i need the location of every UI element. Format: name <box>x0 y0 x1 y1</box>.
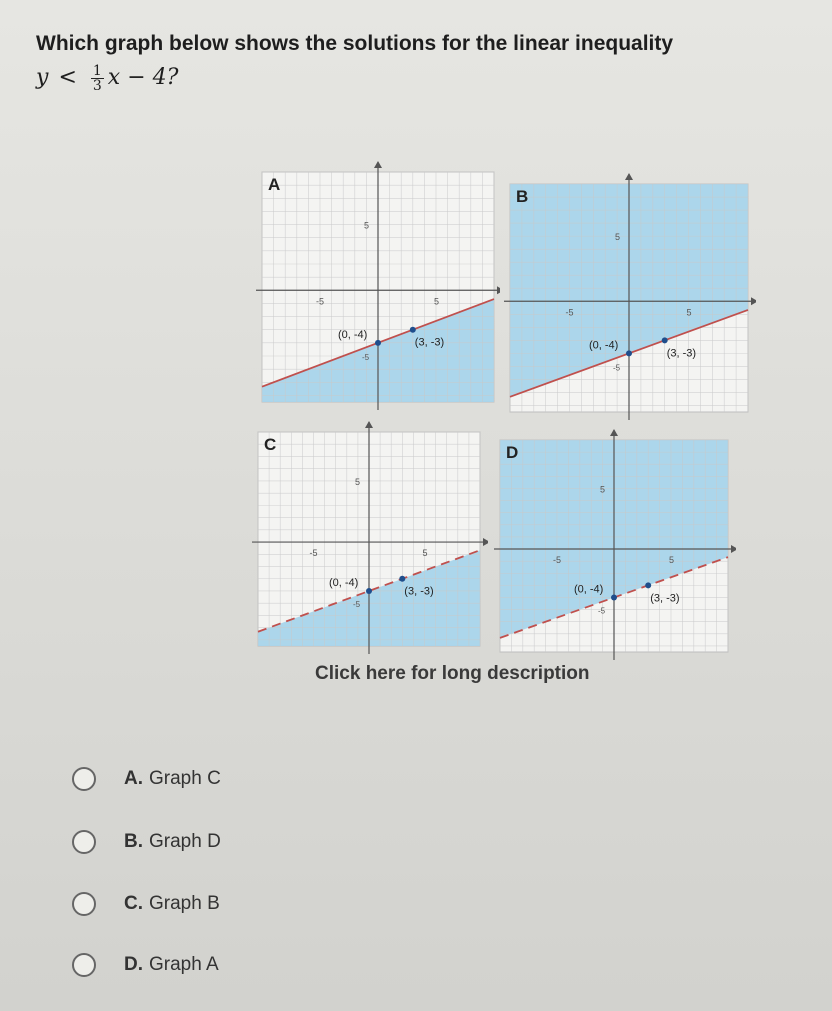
radio-button[interactable] <box>72 830 96 854</box>
choice-letter: C. <box>124 893 143 914</box>
y-axis-arrow <box>625 173 633 180</box>
inequality-rhs: x − 4? <box>107 65 179 90</box>
graph-letter-label: C <box>264 435 277 454</box>
fraction-numerator: 1 <box>92 62 102 79</box>
tick-label-x-neg5: -5 <box>553 555 562 566</box>
point-label-0-neg4: (0, -4) <box>329 576 359 589</box>
inequality-operator: < <box>58 65 77 90</box>
point-3-neg3 <box>410 327 416 333</box>
choice-label: Graph D <box>149 831 221 852</box>
tick-label-y-5: 5 <box>355 476 361 487</box>
inequality-lhs: y <box>36 65 49 90</box>
choice-c[interactable] <box>72 892 220 916</box>
long-description-link[interactable]: Click here for long description <box>315 663 590 684</box>
graph-d-svg <box>490 428 736 660</box>
inequality-expression <box>36 62 826 94</box>
tick-label-y-neg5: -5 <box>353 600 361 610</box>
question-text <box>36 28 826 94</box>
x-axis-arrow <box>731 545 736 553</box>
tick-label-y-neg5: -5 <box>613 363 621 373</box>
tick-label-x-5: 5 <box>422 548 428 559</box>
point-label-3-neg3: (3, -3) <box>404 585 434 598</box>
fraction <box>91 64 104 93</box>
tick-label-y-5: 5 <box>364 220 370 231</box>
y-axis-arrow <box>374 161 382 168</box>
point-3-neg3 <box>399 576 405 582</box>
radio-button[interactable] <box>72 892 96 916</box>
question-prompt: Which graph below shows the solutions for the linear inequality <box>36 32 674 55</box>
fraction-denominator: 3 <box>92 77 102 94</box>
choice-letter: D. <box>124 954 143 975</box>
choice-label: Graph B <box>149 893 220 914</box>
choice-label: Graph A <box>149 954 219 975</box>
point-label-0-neg4: (0, -4) <box>589 339 619 352</box>
choice-letter: B. <box>124 831 143 852</box>
point-label-0-neg4: (0, -4) <box>338 328 368 341</box>
point-label-3-neg3: (3, -3) <box>650 592 680 605</box>
point-0-neg4 <box>375 340 381 346</box>
tick-label-x-neg5: -5 <box>565 307 574 318</box>
point-label-3-neg3: (3, -3) <box>414 336 445 349</box>
graph-b-svg <box>500 170 756 422</box>
x-axis-arrow <box>751 297 756 305</box>
point-0-neg4 <box>366 588 372 594</box>
graph-c[interactable] <box>248 420 488 656</box>
radio-button[interactable] <box>72 767 96 791</box>
choice-b[interactable] <box>72 830 221 854</box>
choice-letter: A. <box>124 768 143 789</box>
point-3-neg3 <box>645 582 651 588</box>
choice-a[interactable] <box>72 767 221 791</box>
graph-a-svg <box>252 158 500 410</box>
graph-a[interactable] <box>252 158 500 410</box>
tick-label-y-5: 5 <box>600 484 606 495</box>
point-label-3-neg3: (3, -3) <box>666 347 697 360</box>
tick-label-y-neg5: -5 <box>362 353 370 362</box>
point-label-0-neg4: (0, -4) <box>574 583 604 596</box>
tick-label-y-neg5: -5 <box>598 606 606 616</box>
tick-label-x-5: 5 <box>669 555 675 566</box>
choice-d[interactable] <box>72 953 219 977</box>
radio-button[interactable] <box>72 953 96 977</box>
y-axis-arrow <box>610 429 618 436</box>
graph-letter-label: B <box>516 187 529 206</box>
graph-c-svg <box>248 420 488 656</box>
tick-label-x-5: 5 <box>434 296 440 307</box>
graph-d[interactable] <box>490 428 736 660</box>
graph-letter-label: D <box>506 443 519 462</box>
choice-label: Graph C <box>149 768 221 789</box>
x-axis-arrow <box>483 538 488 546</box>
tick-label-x-neg5: -5 <box>309 548 318 559</box>
tick-label-y-5: 5 <box>615 232 621 243</box>
y-axis-arrow <box>365 421 373 428</box>
point-3-neg3 <box>662 337 668 343</box>
graph-b[interactable] <box>500 170 756 422</box>
tick-label-x-5: 5 <box>686 307 692 318</box>
point-0-neg4 <box>626 350 632 356</box>
tick-label-x-neg5: -5 <box>316 296 325 307</box>
graph-letter-label: A <box>268 175 281 194</box>
point-0-neg4 <box>611 594 617 600</box>
